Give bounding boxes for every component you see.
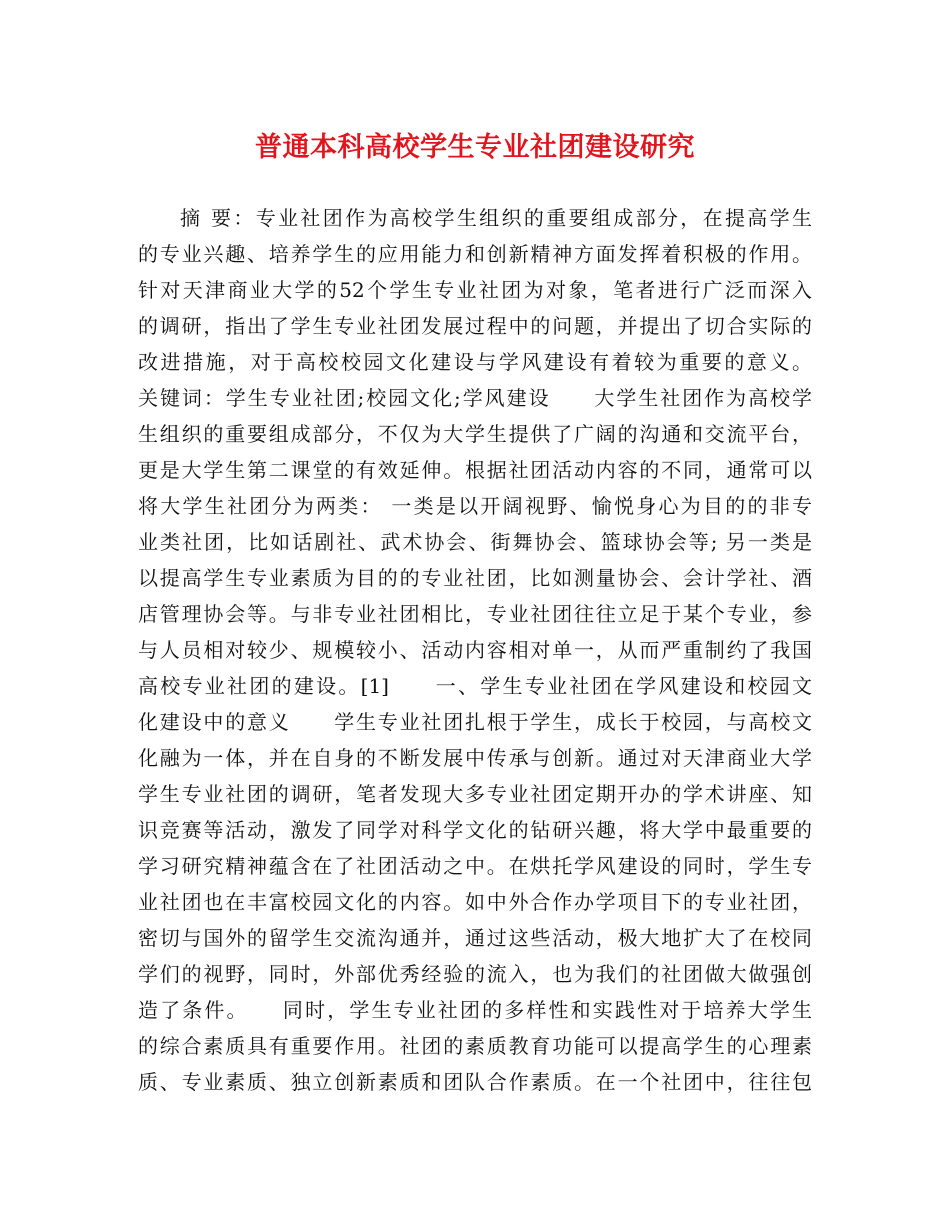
text-line: 学生专业社团的调研，笔者发现大多专业社团定期开办的学术讲座、知 — [138, 782, 812, 806]
text-line: 化建设中的意义 学生专业社团扎根于学生，成长于校园，与高校文 — [138, 710, 812, 734]
text-line: 与人员相对较少、规模较小、活动内容相对单一，从而严重制约了我国 — [138, 638, 812, 662]
text-line: 学习研究精神蕴含在了社团活动之中。在烘托学风建设的同时，学生专 — [138, 854, 812, 878]
text-line: 的调研，指出了学生专业社团发展过程中的问题，并提出了切合实际的 — [138, 314, 812, 338]
text-line: 识竞赛等活动，激发了同学对科学文化的钻研兴趣，将大学中最重要的 — [138, 818, 812, 842]
text-line: 摘 要：专业社团作为高校学生组织的重要组成部分，在提高学生 — [180, 206, 812, 230]
text-line: 改进措施，对于高校校园文化建设与学风建设有着较为重要的意义。 — [138, 350, 812, 374]
text-line: 更是大学生第二课堂的有效延伸。根据社团活动内容的不同，通常可以 — [138, 458, 812, 482]
text-line: 将大学生社团分为两类： 一类是以开阔视野、愉悦身心为目的的非专 — [138, 494, 812, 518]
text-line: 密切与国外的留学生交流沟通并，通过这些活动，极大地扩大了在校同 — [138, 926, 812, 950]
text-line: 业类社团，比如话剧社、武术协会、街舞协会、篮球协会等; 另一类是 — [138, 530, 812, 554]
document-body — [138, 200, 812, 1100]
text-line: 生组织的重要组成部分，不仅为大学生提供了广阔的沟通和交流平台， — [138, 422, 812, 446]
text-line: 化融为一体，并在自身的不断发展中传承与创新。通过对天津商业大学 — [138, 746, 812, 770]
text-line: 以提高学生专业素质为目的的专业社团，比如测量协会、会计学社、酒 — [138, 566, 812, 590]
text-line: 的专业兴趣、培养学生的应用能力和创新精神方面发挥着积极的作用。 — [138, 242, 812, 266]
text-line: 学们的视野，同时，外部优秀经验的流入，也为我们的社团做大做强创 — [138, 962, 812, 986]
text-line: 高校专业社团的建设。[1] 一、学生专业社团在学风建设和校园文 — [138, 674, 812, 698]
text-line: 关键词：学生专业社团;校园文化;学风建设 大学生社团作为高校学 — [138, 386, 812, 410]
document-title: 普通本科高校学生专业社团建设研究 — [255, 132, 695, 163]
text-line: 业社团也在丰富校园文化的内容。如中外合作办学项目下的专业社团， — [138, 890, 812, 914]
text-line: 针对天津商业大学的52个学生专业社团为对象，笔者进行广泛而深入 — [138, 278, 812, 302]
text-line: 质、专业素质、独立创新素质和团队合作素质。在一个社团中，往往包 — [138, 1070, 812, 1094]
text-line: 造了条件。 同时，学生专业社团的多样性和实践性对于培养大学生 — [138, 998, 812, 1022]
text-line: 店管理协会等。与非专业社团相比，专业社团往往立足于某个专业，参 — [138, 602, 812, 626]
text-line: 的综合素质具有重要作用。社团的素质教育功能可以提高学生的心理素 — [138, 1034, 812, 1058]
